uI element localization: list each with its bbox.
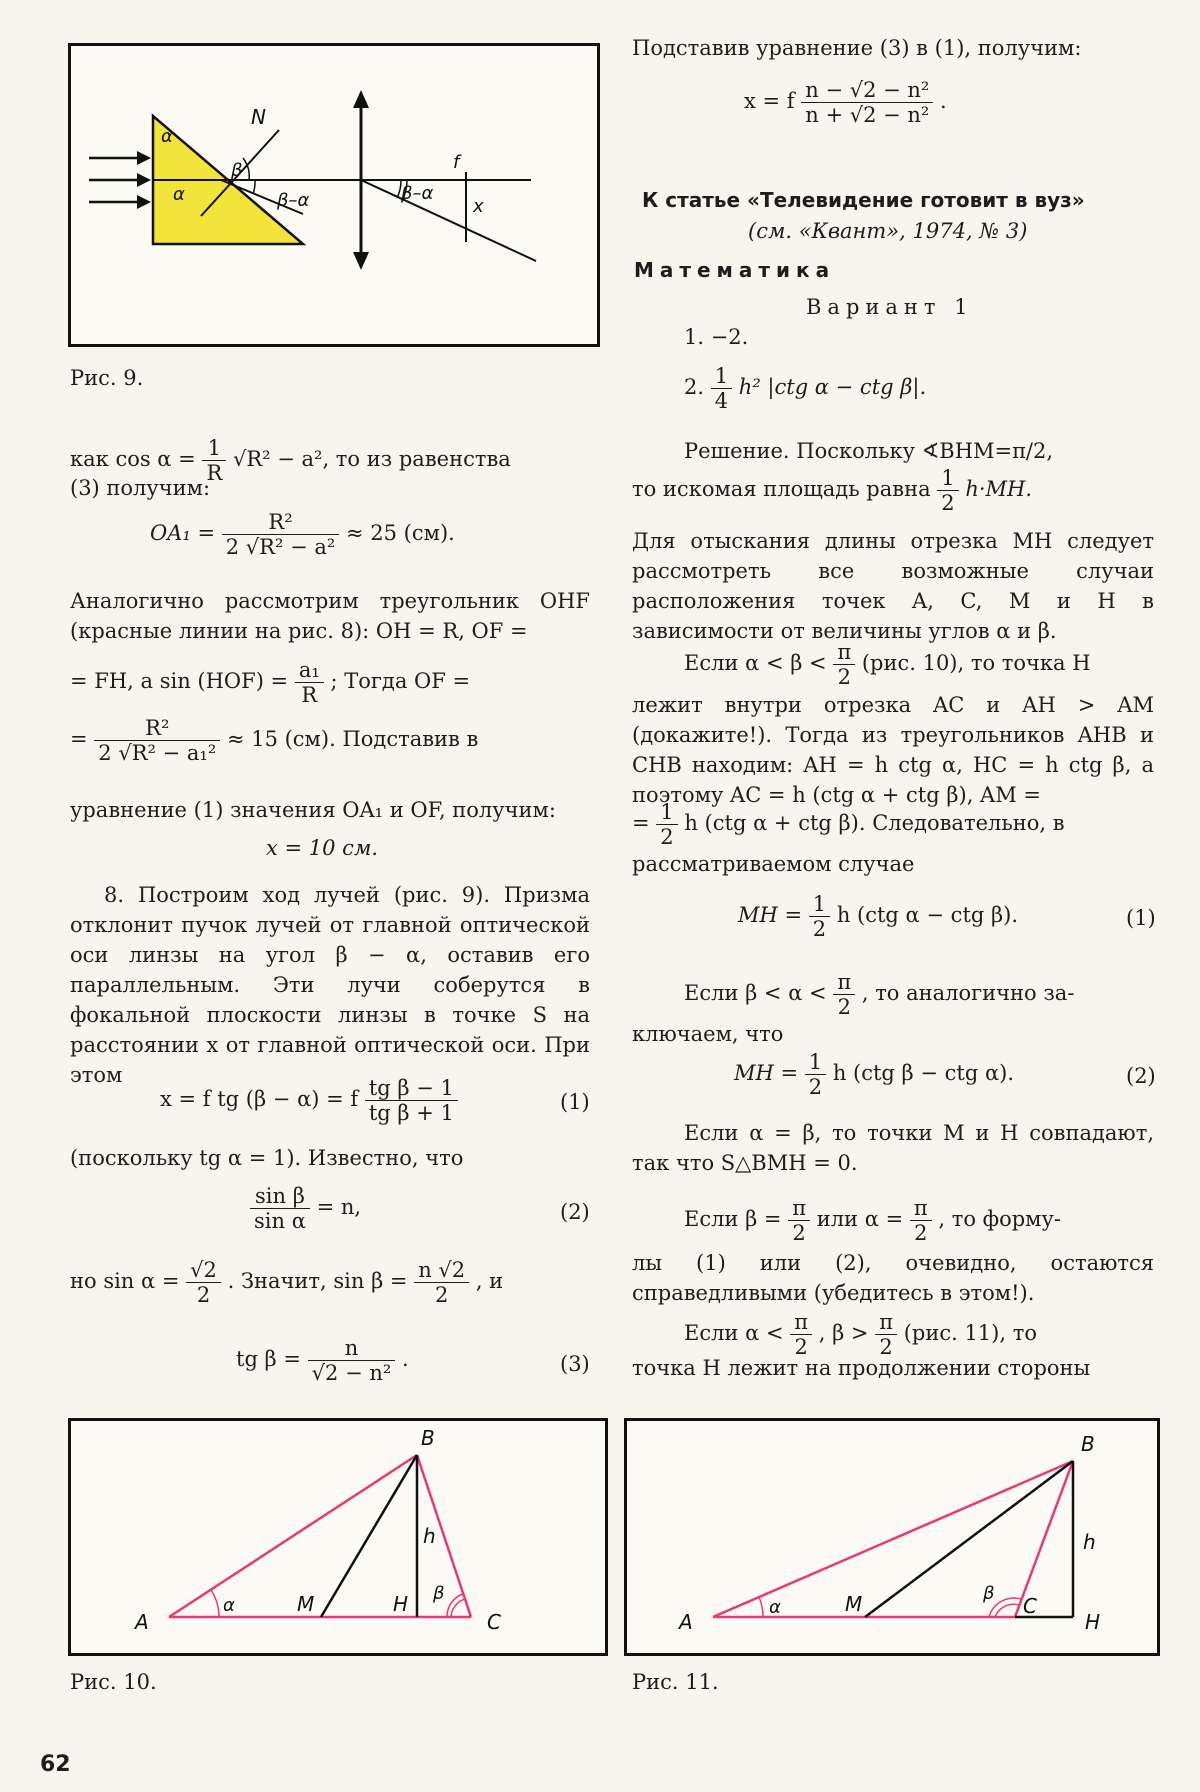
equation-x-10: x = 10 см.: [266, 836, 379, 860]
figure-9: [68, 43, 600, 347]
case-4-condition: Если β = $\frac{\pi}{2}$ или α = $\frac{\pi}{2}$ , то форму-: [684, 1196, 1061, 1245]
subject-heading: Математика: [634, 258, 836, 282]
section-reference: (см. «Квант», 1974, № 3): [748, 219, 1028, 243]
solution-line-2: то искомая площадь равна $\frac{1}{2}$ h·MH.: [632, 466, 1033, 515]
angle-arc-A: [759, 1597, 763, 1617]
equation-r2: MH = $\frac{1}{2}$ h (ctg β − ctg α).: [734, 1050, 1015, 1099]
label-alpha-top: α: [161, 126, 173, 147]
arrowhead-2: [137, 173, 151, 187]
angle-arc-1: [253, 180, 255, 194]
paragraph-case-4: лы (1) или (2), очевидно, остаются справедливыми (убедитесь в этом!).: [632, 1251, 1154, 1305]
page-number: 62: [40, 1752, 71, 1777]
left-line-tg-alpha: (поскольку tg α = 1). Известно, что: [70, 1146, 464, 1170]
label-beta-minus-alpha-2: β–α: [401, 183, 434, 204]
lens-arrow-top: [353, 90, 369, 108]
answer-1: 1. −2.: [684, 325, 749, 349]
label-beta-minus-alpha-1: β–α: [277, 190, 310, 211]
label-alpha: α: [223, 1595, 235, 1616]
label-N: N: [251, 105, 266, 129]
side-AB: [713, 1461, 1073, 1617]
label-H: H: [1085, 1610, 1101, 1634]
case-1-condition: Если α < β < $\frac{\pi}{2}$ (рис. 10), то точка H: [684, 640, 1091, 689]
solution-line-1: Решение. Поскольку ∢BHM=π/2,: [684, 439, 1054, 463]
figure-11-caption: Рис. 11.: [632, 1670, 719, 1694]
label-C: C: [1023, 1594, 1037, 1618]
equation-OA1: OA₁ = $\frac{\text{R²}}{\text{2 √R² − a²}}$ ≈ 25 (см).: [150, 510, 455, 559]
label-beta: β: [231, 160, 243, 181]
label-H: H: [393, 1592, 409, 1616]
figure-10: [68, 1418, 608, 1656]
label-f: f: [453, 152, 460, 173]
paragraph-case-1: лежит внутри отрезка AC и AH > AM (докажите!). Тогда из треугольников AHB и CHB находим: AH = h ctg α, HC = h ctg β, а поэтому AC = h (ctg α + ctg β), AM =: [632, 693, 1154, 807]
angle-arc-A: [211, 1590, 219, 1617]
left-line-substitute: уравнение (1) значения OA₁ и OF, получим:: [70, 798, 556, 822]
equation-1-left: x = f tg (β − α) = f $\frac{\text{tg β − 1}}{\text{tg β + 1}}$: [160, 1076, 458, 1125]
label-B: B: [1081, 1432, 1095, 1456]
label-A: A: [135, 1610, 149, 1634]
figure-9-drawing: [71, 46, 597, 344]
left-line-OF: = $\frac{\text{R²}}{\text{2 √R² − a₁²}}$ ≈ 15 (см). Подставив в: [70, 716, 479, 765]
answer-2: 2. $\frac{1}{4}$ h² |ctg α − ctg β|.: [684, 364, 927, 413]
equation-2-left: $\frac{\text{sin β}}{\text{sin α}}$ = n,: [250, 1184, 361, 1233]
side-AB: [169, 1455, 417, 1617]
arrowhead-1: [137, 151, 151, 165]
left-line-2: (3) получим:: [70, 476, 211, 500]
paragraph-problem-8: 8. Построим ход лучей (рис. 9). Призма отклонит пучок лучей от главной оптической оси линзы на угол β − α, оставив его параллельным. Эти лучи соберутся в фокальной плоскости линзы в точке S на расстоянии x от главной оптической оси. При этом: [70, 883, 590, 1087]
equation-r2-number: (2): [1126, 1064, 1156, 1088]
equation-3-number: (3): [560, 1352, 590, 1376]
case-5-condition: Если α < $\frac{\pi}{2}$ , β > $\frac{\pi}{2}$ (рис. 11), то: [684, 1310, 1037, 1359]
paragraph-case-3: Если α = β, то точки M и H совпадают, так что S△BMH = 0.: [632, 1121, 1154, 1175]
left-line-sinHOF: = FH, а sin (HOF) = $\frac{\text{a₁}}{R}$ ; Тогда OF =: [70, 658, 471, 707]
figure-10-drawing: [71, 1421, 605, 1653]
left-line-sin-values: но sin α = $\frac{√2}{2}$ . Значит, sin β = $\frac{n √2}{2}$ , и: [70, 1258, 504, 1307]
figure-11: [624, 1418, 1160, 1656]
label-beta: β: [983, 1583, 995, 1604]
equation-r1-number: (1): [1126, 906, 1156, 930]
figure-10-caption: Рис. 10.: [70, 1670, 157, 1694]
parallel-ray: [361, 180, 536, 261]
equation-3-left: tg β = $\frac{n}{\text{√2 − n²}}$ .: [236, 1336, 409, 1385]
label-M: M: [297, 1592, 315, 1616]
equation-1-number: (1): [560, 1090, 590, 1114]
label-alpha-mid: α: [173, 184, 185, 205]
case-2-conclude: ключаем, что: [632, 1022, 784, 1046]
arrowhead-3: [137, 195, 151, 209]
right-line-substitute: Подставив уравнение (3) в (1), получим:: [632, 36, 1082, 60]
case-1-considered: рассматриваемом случае: [632, 852, 915, 876]
lens-arrow-bottom: [353, 252, 369, 270]
equation-2-number: (2): [560, 1200, 590, 1224]
case-5-continuation: точка H лежит на продолжении стороны: [632, 1356, 1091, 1380]
label-alpha: α: [769, 1597, 781, 1618]
label-h: h: [423, 1524, 436, 1548]
equation-final-x: x = f $\frac{\text{n − √2 − n²}}{\text{n + √2 − n²}}$ .: [744, 78, 947, 127]
median-BM: [865, 1461, 1073, 1617]
left-line-1: как cos α = $\frac{1}{R}$ √R² − a², то из равенства: [70, 436, 511, 485]
case-1-AM: = $\frac{1}{2}$ h (ctg α + ctg β). Следовательно, в: [632, 800, 1065, 849]
variant-heading: Вариант 1: [806, 295, 974, 319]
label-h: h: [1083, 1530, 1096, 1554]
label-A: A: [679, 1610, 693, 1634]
section-heading: К статье «Телевидение готовит в вуз»: [642, 188, 1085, 212]
figure-11-drawing: [627, 1421, 1157, 1653]
label-M: M: [845, 1592, 863, 1616]
case-2-condition: Если β < α < $\frac{\pi}{2}$ , то аналогично за-: [684, 970, 1075, 1019]
label-x: x: [473, 196, 484, 217]
label-beta: β: [433, 1583, 445, 1604]
paragraph-segment-MH: Для отыскания длины отрезка MH следует рассмотреть все возможные случаи расположения точек A, C, M и H в зависимости от величины углов α и β.: [632, 529, 1154, 643]
label-B: B: [421, 1426, 435, 1450]
label-C: C: [487, 1610, 501, 1634]
figure-9-caption: Рис. 9.: [70, 366, 144, 390]
equation-r1: MH = $\frac{1}{2}$ h (ctg α − ctg β).: [738, 892, 1019, 941]
paragraph-analogous: Аналогично рассмотрим треугольник OHF (красные линии на рис. 8): OH = R, OF =: [70, 589, 590, 643]
